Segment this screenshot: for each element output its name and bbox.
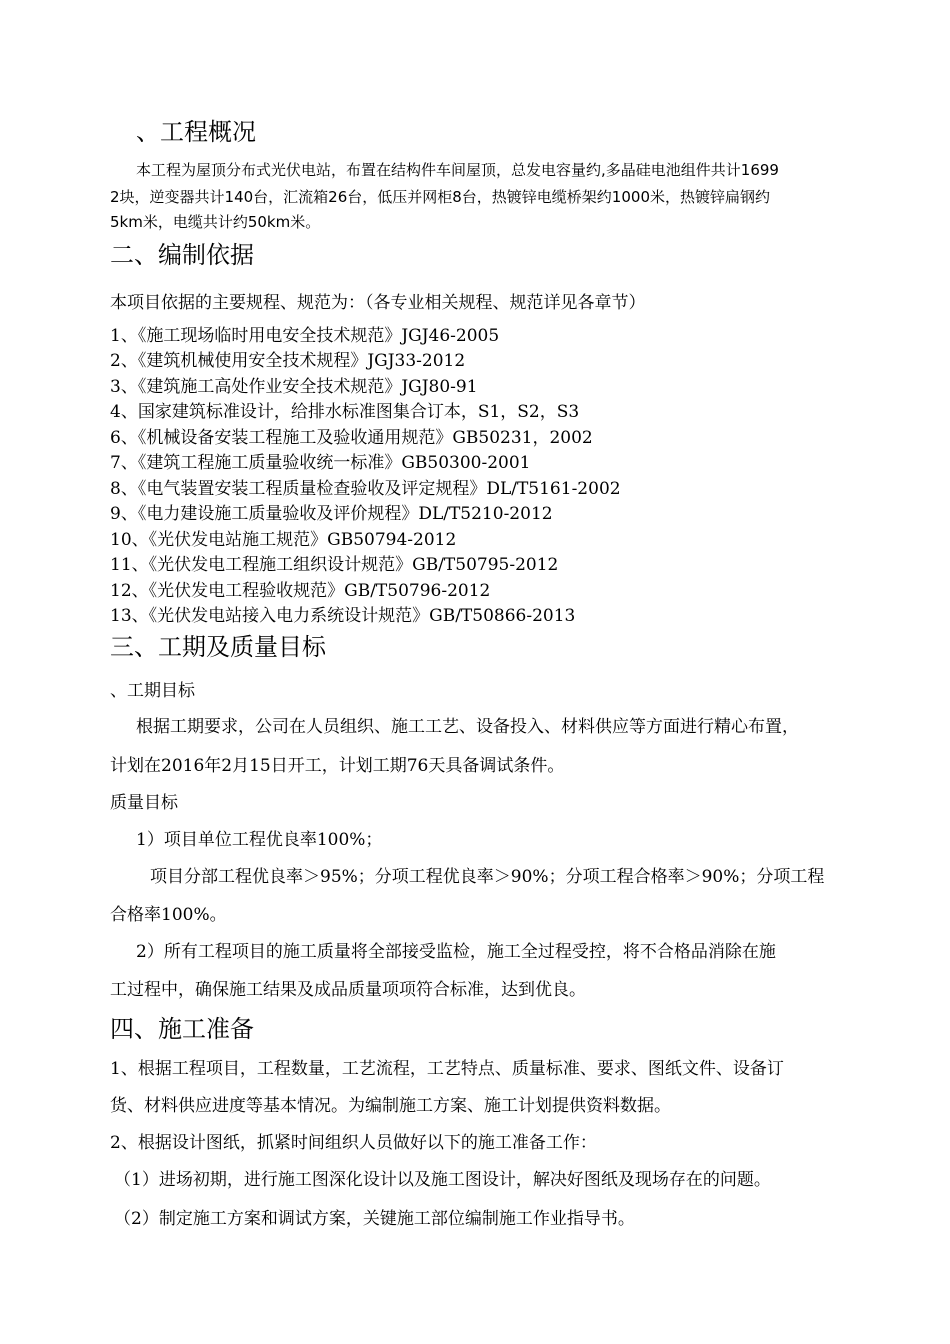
basis-item: 6、《机械设备安装工程施工及验收通用规范》GB50231，2002 <box>110 428 593 448</box>
basis-item: 13、《光伏发电站接入电力系统设计规范》GB/T50866-2013 <box>110 606 576 626</box>
quality-item-1-detail-2: 合格率100%。 <box>110 905 227 925</box>
prep-para-1-line-1: 1、根据工程项目，工程数量，工艺流程，工艺特点、质量标准、要求、图纸文件、设备订 <box>110 1059 784 1079</box>
schedule-line-2: 计划在2016年2月15日开工，计划工期76天具备调试条件。 <box>110 756 565 776</box>
quality-item-2-line-1: 2）所有工程项目的施工质量将全部接受监检，施工全过程受控，将不合格品消除在施 <box>136 942 776 962</box>
basis-item: 10、《光伏发电站施工规范》GB50794-2012 <box>110 530 457 550</box>
basis-intro: 本项目依据的主要规程、规范为：（各专业相关规程、规范详见各章节） <box>110 293 646 313</box>
overview-line-2: 2块，逆变器共计140台，汇流箱26台，低压并网柜8台，热镀锌电缆桥架约1000米，热镀锌扁钢约 <box>110 188 770 206</box>
overview-line-1: 本工程为屋顶分布式光伏电站，布置在结构件车间屋顶，总发电容量约,多晶硅电池组件共计1699 <box>136 161 779 179</box>
basis-item: 9、《电力建设施工质量验收及评价规程》DL/T5210-2012 <box>110 504 553 524</box>
basis-item: 2、《建筑机械使用安全技术规程》JGJ33-2012 <box>110 351 466 371</box>
schedule-target-title: 、工期目标 <box>110 681 195 701</box>
section-heading-overview: 、工程概况 <box>136 118 256 146</box>
basis-item: 1、《施工现场临时用电安全技术规范》JGJ46-2005 <box>110 326 500 346</box>
prep-sub-item: （2）制定施工方案和调试方案，关键施工部位编制施工作业指导书。 <box>114 1209 635 1229</box>
basis-item: 8、《电气装置安装工程质量检查验收及评定规程》DL/T5161-2002 <box>110 479 621 499</box>
basis-item: 11、《光伏发电工程施工组织设计规范》GB/T50795-2012 <box>110 555 559 575</box>
prep-para-2: 2、根据设计图纸，抓紧时间组织人员做好以下的施工准备工作： <box>110 1133 597 1153</box>
overview-line-3: 5km米，电缆共计约50km米。 <box>110 213 321 231</box>
prep-sub-item: （1）进场初期，进行施工图深化设计以及施工图设计，解决好图纸及现场存在的问题。 <box>114 1170 771 1190</box>
basis-item: 7、《建筑工程施工质量验收统一标准》GB50300-2001 <box>110 453 531 473</box>
section-heading-schedule-quality: 三、工期及质量目标 <box>110 633 326 661</box>
basis-item: 12、《光伏发电工程验收规范》GB/T50796-2012 <box>110 581 491 601</box>
quality-item-2-line-2: 工过程中，确保施工结果及成品质量项项符合标准，达到优良。 <box>110 980 586 1000</box>
quality-item-1: 1）项目单位工程优良率100%； <box>136 830 383 850</box>
section-heading-basis: 二、编制依据 <box>110 241 254 269</box>
basis-item: 4、国家建筑标准设计，给排水标准图集合订本，S1，S2，S3 <box>110 402 580 422</box>
quality-item-1-detail-1: 项目分部工程优良率＞95%；分项工程优良率＞90%；分项工程合格率＞90%；分项工程 <box>150 867 825 887</box>
section-heading-preparation: 四、施工准备 <box>110 1015 254 1043</box>
schedule-line-1: 根据工期要求，公司在人员组织、施工工艺、设备投入、材料供应等方面进行精心布置， <box>136 717 799 737</box>
basis-item: 3、《建筑施工高处作业安全技术规范》JGJ80-91 <box>110 377 478 397</box>
quality-target-title: 质量目标 <box>110 793 178 813</box>
prep-para-1-line-2: 货、材料供应进度等基本情况。为编制施工方案、施工计划提供资料数据。 <box>110 1096 671 1116</box>
